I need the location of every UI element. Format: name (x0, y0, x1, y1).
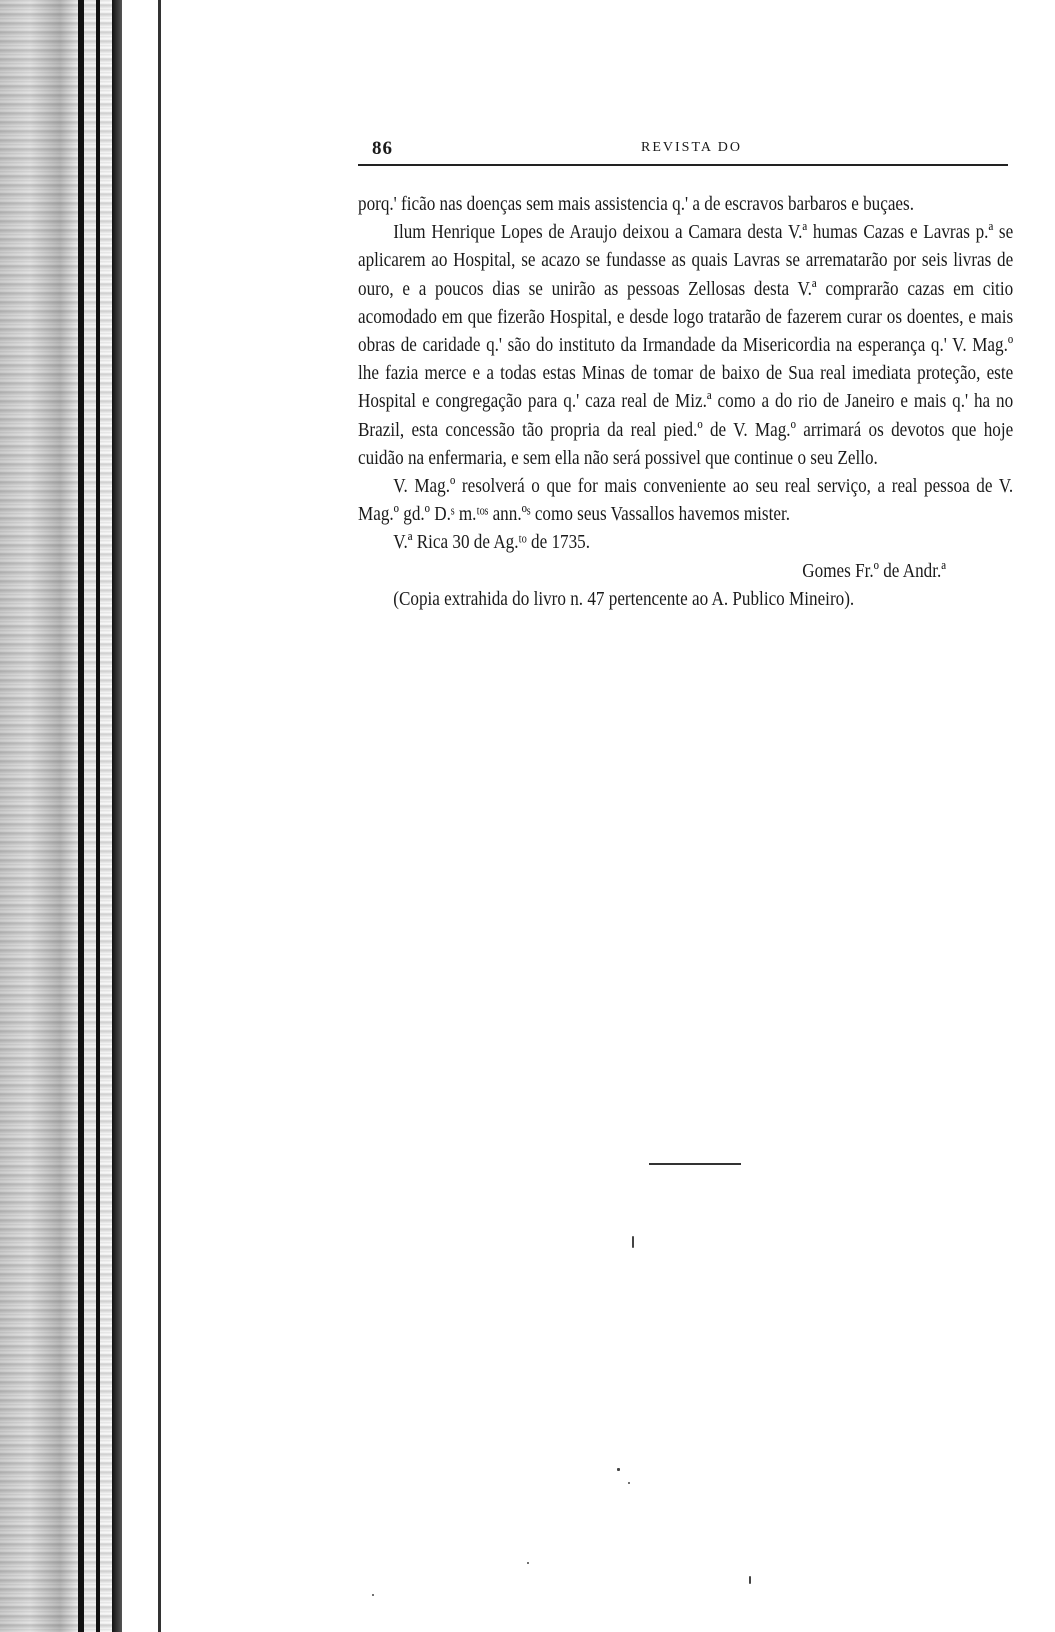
letter-body (358, 190, 1013, 613)
scan-speck (628, 1482, 630, 1484)
section-divider (649, 1163, 741, 1165)
scan-speck (617, 1468, 620, 1471)
paragraph-closing: V. Mag.º resolverá o que for mais conveniente ao seu real serviço, a real pessoa de V. Mag.º gd.º D.ˢ m.ᵗᵒˢ ann.ºˢ como seus Vassallos havemos mister. (358, 475, 1014, 526)
gutter-shadow-line (112, 0, 122, 1632)
paragraph-hospital: Ilum Henrique Lopes de Araujo deixou a Camara desta V.ª humas Cazas e Lavras p.ª se aplicarem ao Hospital, se acazo se fundasse as quais Lavras se arrematarão por seis livras de ouro, e a poucos dias se unirão as pessoas Zellosas desta V.ª comprarão cazas em citio acomodado em que fizerão Hospital, e desde logo tratarão de fazerem curar os doentes, e mais obras de caridade q.' são do instituto da Irmandade da Misericordia na esperança q.' V. Mag.º lhe fazia merce e a todas estas Minas de tomar de baixo de Sua real imediata proteção, este Hospital e congregação para q.' caza real de Miz.ª como a do rio de Janeiro e mais q.' ha no Brazil, esta concessão tão propria da real pied.º de V. Mag.º arrimará os devotos que hoje cuidão na enfermaria, e sem ella não será possivel que continue o seu Zello. (358, 221, 1014, 469)
book-binding-gutter (0, 0, 120, 1632)
paragraph-continuation: porq.' ficão nas doenças sem mais assistencia q.' a de escravos barbaros e buçaes. (358, 193, 914, 215)
signature: Gomes Fr.º de Andr.ª (802, 559, 946, 582)
running-head (358, 130, 1013, 160)
gutter-shadow-line (96, 0, 100, 1632)
document-page (358, 130, 1013, 613)
page-number: 86 (372, 138, 393, 159)
gutter-shadow-line (158, 0, 161, 1632)
scan-speck (749, 1576, 751, 1584)
dateline: V.ª Rica 30 de Ag.ᵗᵒ de 1735. (393, 531, 591, 554)
scan-speck (372, 1594, 374, 1596)
journal-title: REVISTA DO (641, 140, 742, 155)
gutter-shadow-line (78, 0, 84, 1632)
header-rule (358, 164, 1008, 166)
scan-speck (632, 1236, 634, 1248)
scan-speck (527, 1562, 529, 1564)
source-note: (Copia extrahida do livro n. 47 pertencente ao A. Publico Mineiro). (393, 587, 855, 610)
